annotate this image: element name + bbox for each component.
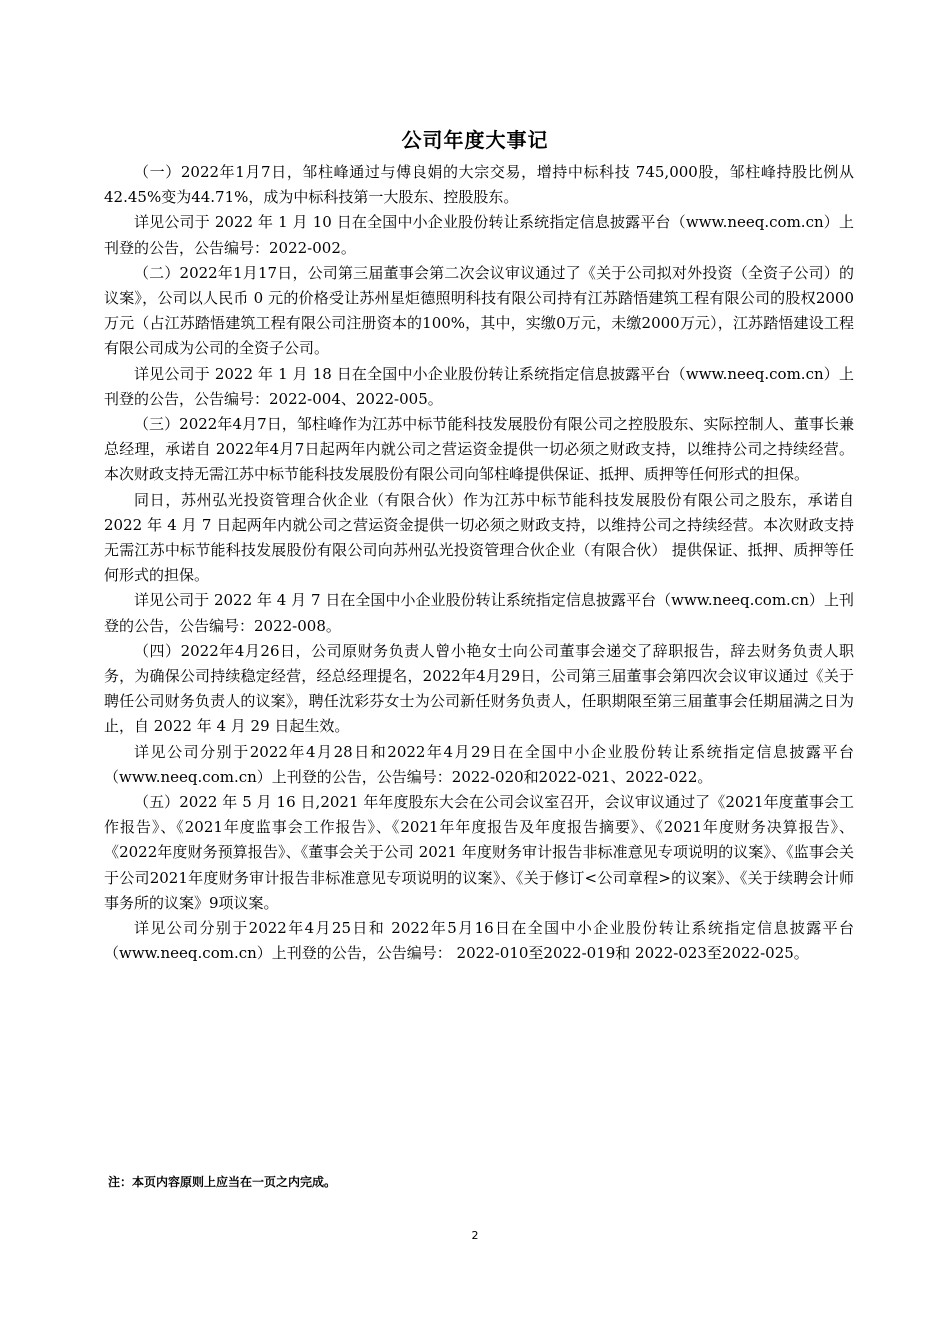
paragraph-event-4: （四）2022年4月26日，公司原财务负责人曾小艳女士向公司董事会递交了辞职报告，辞去财务负责人职务，为确保公司持续稳定经营，经总经理提名，2022年4月29日，公司第三届董事会第四次会议审议通过《关于聘任公司财务负责人的议案》，聘任沈彩芬女士为公司新任财务负责人，任职期限至第三届董事会任期届满之日为止，自 2022 年 4 月 29 日起生效。 xyxy=(104,641,854,736)
paragraph-event-1-reference: 详见公司于 2022 年 1 月 10 日在全国中小企业股份转让系统指定信息披露平台（www.neeq.com.cn）上刊登的公告，公告编号：2022-002。 xyxy=(104,213,854,257)
paragraph-event-2: （二）2022年1月17日，公司第三届董事会第二次会议审议通过了《关于公司拟对外投资（全资子公司）的议案》，公司以人民币 0 元的价格受让苏州星炬德照明科技有限公司持有江苏踏悟建筑工程有限公司的股权2000万元（占江苏踏悟建筑工程有限公司注册资本的100%，其中，实缴0万元，未缴2000万元），江苏踏悟建设工程有限公司成为公司的全资子公司。 xyxy=(104,263,854,358)
page-title: 公司年度大事记 xyxy=(401,128,549,152)
document-body xyxy=(104,160,854,967)
paragraph-event-5: （五）2022 年 5 月 16 日,2021 年年度股东大会在公司会议室召开，会议审议通过了《2021年度董事会工作报告》、《2021年度监事会工作报告》、《2021年年度报告及年度报告摘要》、《2021年度财务决算报告》、《2022年度财务预算报告》、《董事会关于公司 2021 年度财务审计报告非标准意见专项说明的议案》、《监事会关于公司2021年度财务审计报告非标准意见专项说明的议案》、《关于修订<公司章程>的议案》、《关于续聘会计师事务所的议案》9项议案。 xyxy=(104,793,854,912)
paragraph-event-5-reference: 详见公司分别于2022年4月25日和 2022年5月16日在全国中小企业股份转让系统指定信息披露平台（www.neeq.com.cn）上刊登的公告，公告编号： 2022-010至2022-019和 2022-023至2022-025。 xyxy=(104,919,854,963)
paragraph-event-2-reference: 详见公司于 2022 年 1 月 18 日在全国中小企业股份转让系统指定信息披露平台（www.neeq.com.cn）上刊登的公告，公告编号：2022-004、2022-005。 xyxy=(104,364,854,408)
paragraph-event-3-reference: 详见公司于 2022 年 4 月 7 日在全国中小企业股份转让系统指定信息披露平台（www.neeq.com.cn）上刊登的公告，公告编号：2022-008。 xyxy=(104,591,854,635)
paragraph-event-3: （三）2022年4月7日，邹柱峰作为江苏中标节能科技发展股份有限公司之控股股东、实际控制人、董事长兼总经理，承诺自 2022年4月7日起两年内就公司之营运资金提供一切必须之财政支持，以维持公司之持续经营。本次财政支持无需江苏中标节能科技发展股份有限公司向邹柱峰提供保证、抵押、质押等任何形式的担保。 xyxy=(104,415,854,484)
paragraph-event-4-reference: 详见公司分别于2022年4月28日和2022年4月29日在全国中小企业股份转让系统指定信息披露平台（www.neeq.com.cn）上刊登的公告，公告编号：2022-020和2022-021、2022-022。 xyxy=(104,742,854,786)
footnote: 注：本页内容原则上应当在一页之内完成。 xyxy=(108,1175,337,1189)
paragraph-event-3-continued: 同日，苏州弘光投资管理合伙企业（有限合伙）作为江苏中标节能科技发展股份有限公司之股东，承诺自 2022 年 4 月 7 日起两年内就公司之营运资金提供一切必须之财政支持，以维持公司之持续经营。本次财政支持无需江苏中标节能科技发展股份有限公司向苏州弘光投资管理合伙企业（有限合伙） 提供保证、抵押、质押等任何形式的担保。 xyxy=(104,490,854,585)
page-number: 2 xyxy=(471,1229,479,1242)
paragraph-event-1: （一）2022年1月7日，邹柱峰通过与傅良娟的大宗交易，增持中标科技 745,000股，邹柱峰持股比例从42.45%变为44.71%，成为中标科技第一大股东、控股股东。 xyxy=(104,163,854,207)
